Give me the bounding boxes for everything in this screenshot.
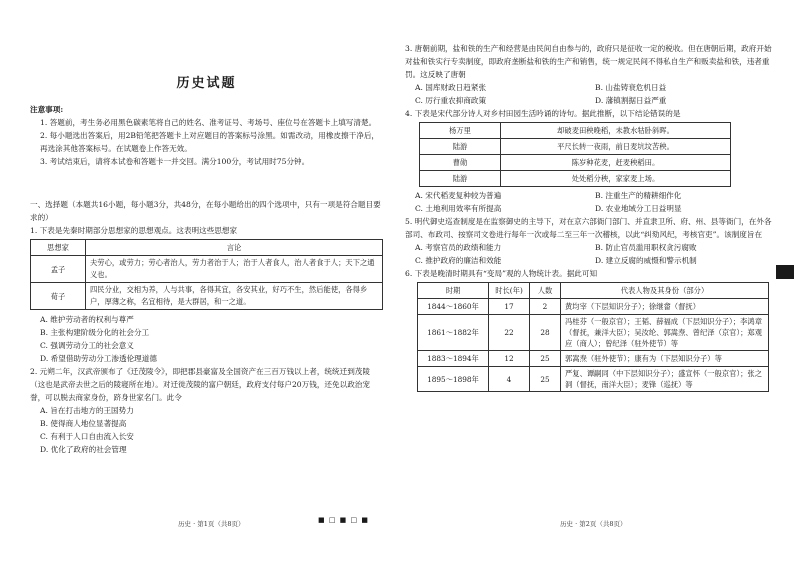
table-row [418,283,769,299]
notice-1: 1. 答题前，考生务必用黑色碳素笔将自己的姓名、准考证号、考场号、座位号在答题卡上填写清楚。 [40,118,377,127]
q1-options [30,313,383,365]
period-cell: 1861～1882年 [418,315,489,351]
years-cell: 22 [489,315,530,351]
table-header-words: 言论 [86,240,383,256]
q3-options [405,81,775,107]
q1-stem: 1. 下表是先秦时期部分思想家的思想观点。这表明这些思想家 [30,226,238,235]
q5-options [405,241,775,267]
q3-option-b[interactable]: B. 山盐铸衰危机日益 [595,83,667,92]
q5-option-b[interactable]: B. 防止官员滥用职权贪污腐败 [595,243,697,252]
exam-title: 历史试题 [176,76,237,91]
notice-2: 2. 每小题选出答案后，用2B铅笔把答题卡上对应题目的答案标号涂黑。如需改动，用橡皮擦干净后，再选涂其他答案标号。在试题卷上作答无效。 [40,131,380,153]
thinker-name: 孟子 [31,256,86,283]
notice-section [30,103,383,168]
count-cell: 25 [530,351,561,367]
q1-option-b[interactable]: B. 主张构建阶级分化的社会分工 [40,328,150,337]
table-row [420,171,731,187]
table-row [418,351,769,367]
col-period: 时期 [418,283,489,299]
thinker-name: 荀子 [31,283,86,310]
people-cell: 严复、谭嗣同（中下层知识分子）；盛宣怀（一般京官）；张之洞（督抚，南洋大臣）；麦锋（巡抚）等 [561,367,769,392]
people-cell: 黄均宰（下层知识分子）；徐继畲（督抚） [561,299,769,315]
q1-option-c[interactable]: C. 强调劳动分工的社会意义 [40,341,134,350]
q5-stem: 5. 明代御史巡查制度是在监察御史的主导下，对在京六部衙门部门、并直隶卫所、府、州、县等衙门，在外各部司、布政司、按察司文卷进行每年一次或每二至三年一次稽核，以此“纠劾风纪，考核官吏”。该制度旨在 [405,217,772,239]
table-row [420,139,731,155]
poet-name: 陆游 [420,171,501,187]
period-cell: 1883～1894年 [418,351,489,367]
table-row [31,283,383,310]
count-cell: 25 [530,367,561,392]
section-heading: 一、选择题（本题共16小题，每小题3分，共48分，在每小题给出的四个选项中，只有一项是符合题目要求的） [30,200,381,222]
table-row [31,256,383,283]
notice-3: 3. 考试结束后，请将本试卷和答题卡一并交回。满分100分，考试用时75分钟。 [40,157,310,166]
q2-option-a[interactable]: A. 旨在打击地方的王国势力 [40,406,134,415]
q4-table [419,122,731,187]
q4-option-d[interactable]: D. 农业地域分工日益明显 [595,204,682,213]
table-row [420,155,731,171]
footer-left: 历史 · 第1页（共8页） [178,520,245,528]
col-count: 人数 [530,283,561,299]
alignment-marks: ■ □ ■ □ ■ [318,516,369,524]
q1-option-a[interactable]: A. 维护劳动者的权利与尊严 [40,315,134,324]
years-cell: 12 [489,351,530,367]
people-cell: 冯桂芬（一般京官）；王韬、薛福成（下层知识分子）；李鸿章（督抚，兼洋大臣）；吴汝纶、郭嵩焘、曾纪泽（京官）；郑观应（商人）；曾纪泽（驻外使节）等 [561,315,769,351]
period-cell: 1895～1898年 [418,367,489,392]
q6-table [417,282,769,392]
poet-name: 曹勋 [420,155,501,171]
poem-line: 处处稻分秧，家家麦上场。 [501,171,731,187]
thinker-quote: 夫劳心，或劳力；劳心者治人，劳力者治于人；治于人者食人，治人者食于人；天下之通义也。 [86,256,383,283]
page-right [405,42,775,392]
years-cell: 17 [489,299,530,315]
q3-option-d[interactable]: D. 藩镇割据日益严重 [595,96,667,105]
poet-name: 陆游 [420,139,501,155]
q5-option-a[interactable]: A. 考察官员的政绩和能力 [415,243,502,252]
q4-option-a[interactable]: A. 宋代稻麦复种较为普遍 [415,191,502,200]
q1-table [30,239,383,310]
table-header-thinker: 思想家 [31,240,86,256]
table-row [418,367,769,392]
q2-option-b[interactable]: B. 使得商人地位显著提高 [40,419,127,428]
poet-name: 杨万里 [420,123,501,139]
col-years: 时长(年) [489,283,530,299]
years-cell: 4 [489,367,530,392]
period-cell: 1844～1860年 [418,299,489,315]
count-cell: 2 [530,299,561,315]
table-row [420,123,731,139]
table-row [418,315,769,351]
page-edge-tab [776,265,794,279]
q4-option-b[interactable]: B. 注重生产的精耕细作化 [595,191,682,200]
q2-options [30,404,383,456]
q2-stem: 2. 元朔二年，汉武帝颁布了《迁茂陵令》，即把郡县豪富及全国资产在三百万钱以上者，统统迁到茂陵（这也是武帝去世之后的陵寝所在地）。对迁徙茂陵的富户朝廷，政府支付每户20万钱，还免以政治宠誉，可以脱去商家身份，跻身世家名门。此令 [30,367,370,402]
footer-right: 历史 · 第2页（共8页） [560,520,627,528]
q2-option-c[interactable]: C. 有利于人口自由流入长安 [40,432,134,441]
col-people: 代表人物及其身份（部分） [561,283,769,299]
people-cell: 郭嵩焘（驻外使节）；康有为（下层知识分子）等 [561,351,769,367]
table-row [418,299,769,315]
q1-option-d[interactable]: D. 希望借助劳动分工渗透伦理道德 [40,354,157,363]
thinker-quote: 四民分业，交相为养，人与共事，各得其宜，各安其业，好巧不生，然后能使，各得乡户，厚薄之称，名宜相待，是大群居，和一之道。 [86,283,383,310]
q4-options [405,189,775,215]
q3-option-a[interactable]: A. 国库财政日趋紧张 [415,83,487,92]
count-cell: 28 [530,315,561,351]
q5-option-c[interactable]: C. 推护政府的廉洁和效能 [415,256,502,265]
q6-stem: 6. 下表是晚清时期具有“变局”观的人物统计表。据此可知 [405,269,598,278]
section-one [30,198,383,456]
poem-line: 陈岁种花麦，赶麦秧稻田。 [501,155,731,171]
notice-heading: 注意事项: [30,105,64,114]
poem-line: 却破麦田秧晚稻，未教水牯卧斜晖。 [501,123,731,139]
q4-option-c[interactable]: C. 土地利用效率有所提高 [415,204,502,213]
poem-line: 平尺长转一夜雨，前日麦坑坟苦秧。 [501,139,731,155]
table-row [31,240,383,256]
q2-option-d[interactable]: D. 优化了政府的社会管理 [40,445,127,454]
q3-stem: 3. 唐朝前期，盐和铁的生产和经营是由民间自由参与的，政府只是征收一定的税收。但在唐朝后期，政府开始对盐和铁实行专卖制度，即政府垄断盐和铁的生产和销售，统一规定民间不得私自生产和贩卖盐和铁，违者重罚。这反映了唐朝 [405,44,772,79]
q4-stem: 4. 下表是宋代部分诗人对乡村田园生活吟诵的诗句。据此推断，以下结论错误的是 [405,109,681,118]
q3-option-c[interactable]: C. 厉行重农抑商政策 [415,96,487,105]
q5-option-d[interactable]: D. 建立反腐的威慑和警示机制 [595,256,697,265]
